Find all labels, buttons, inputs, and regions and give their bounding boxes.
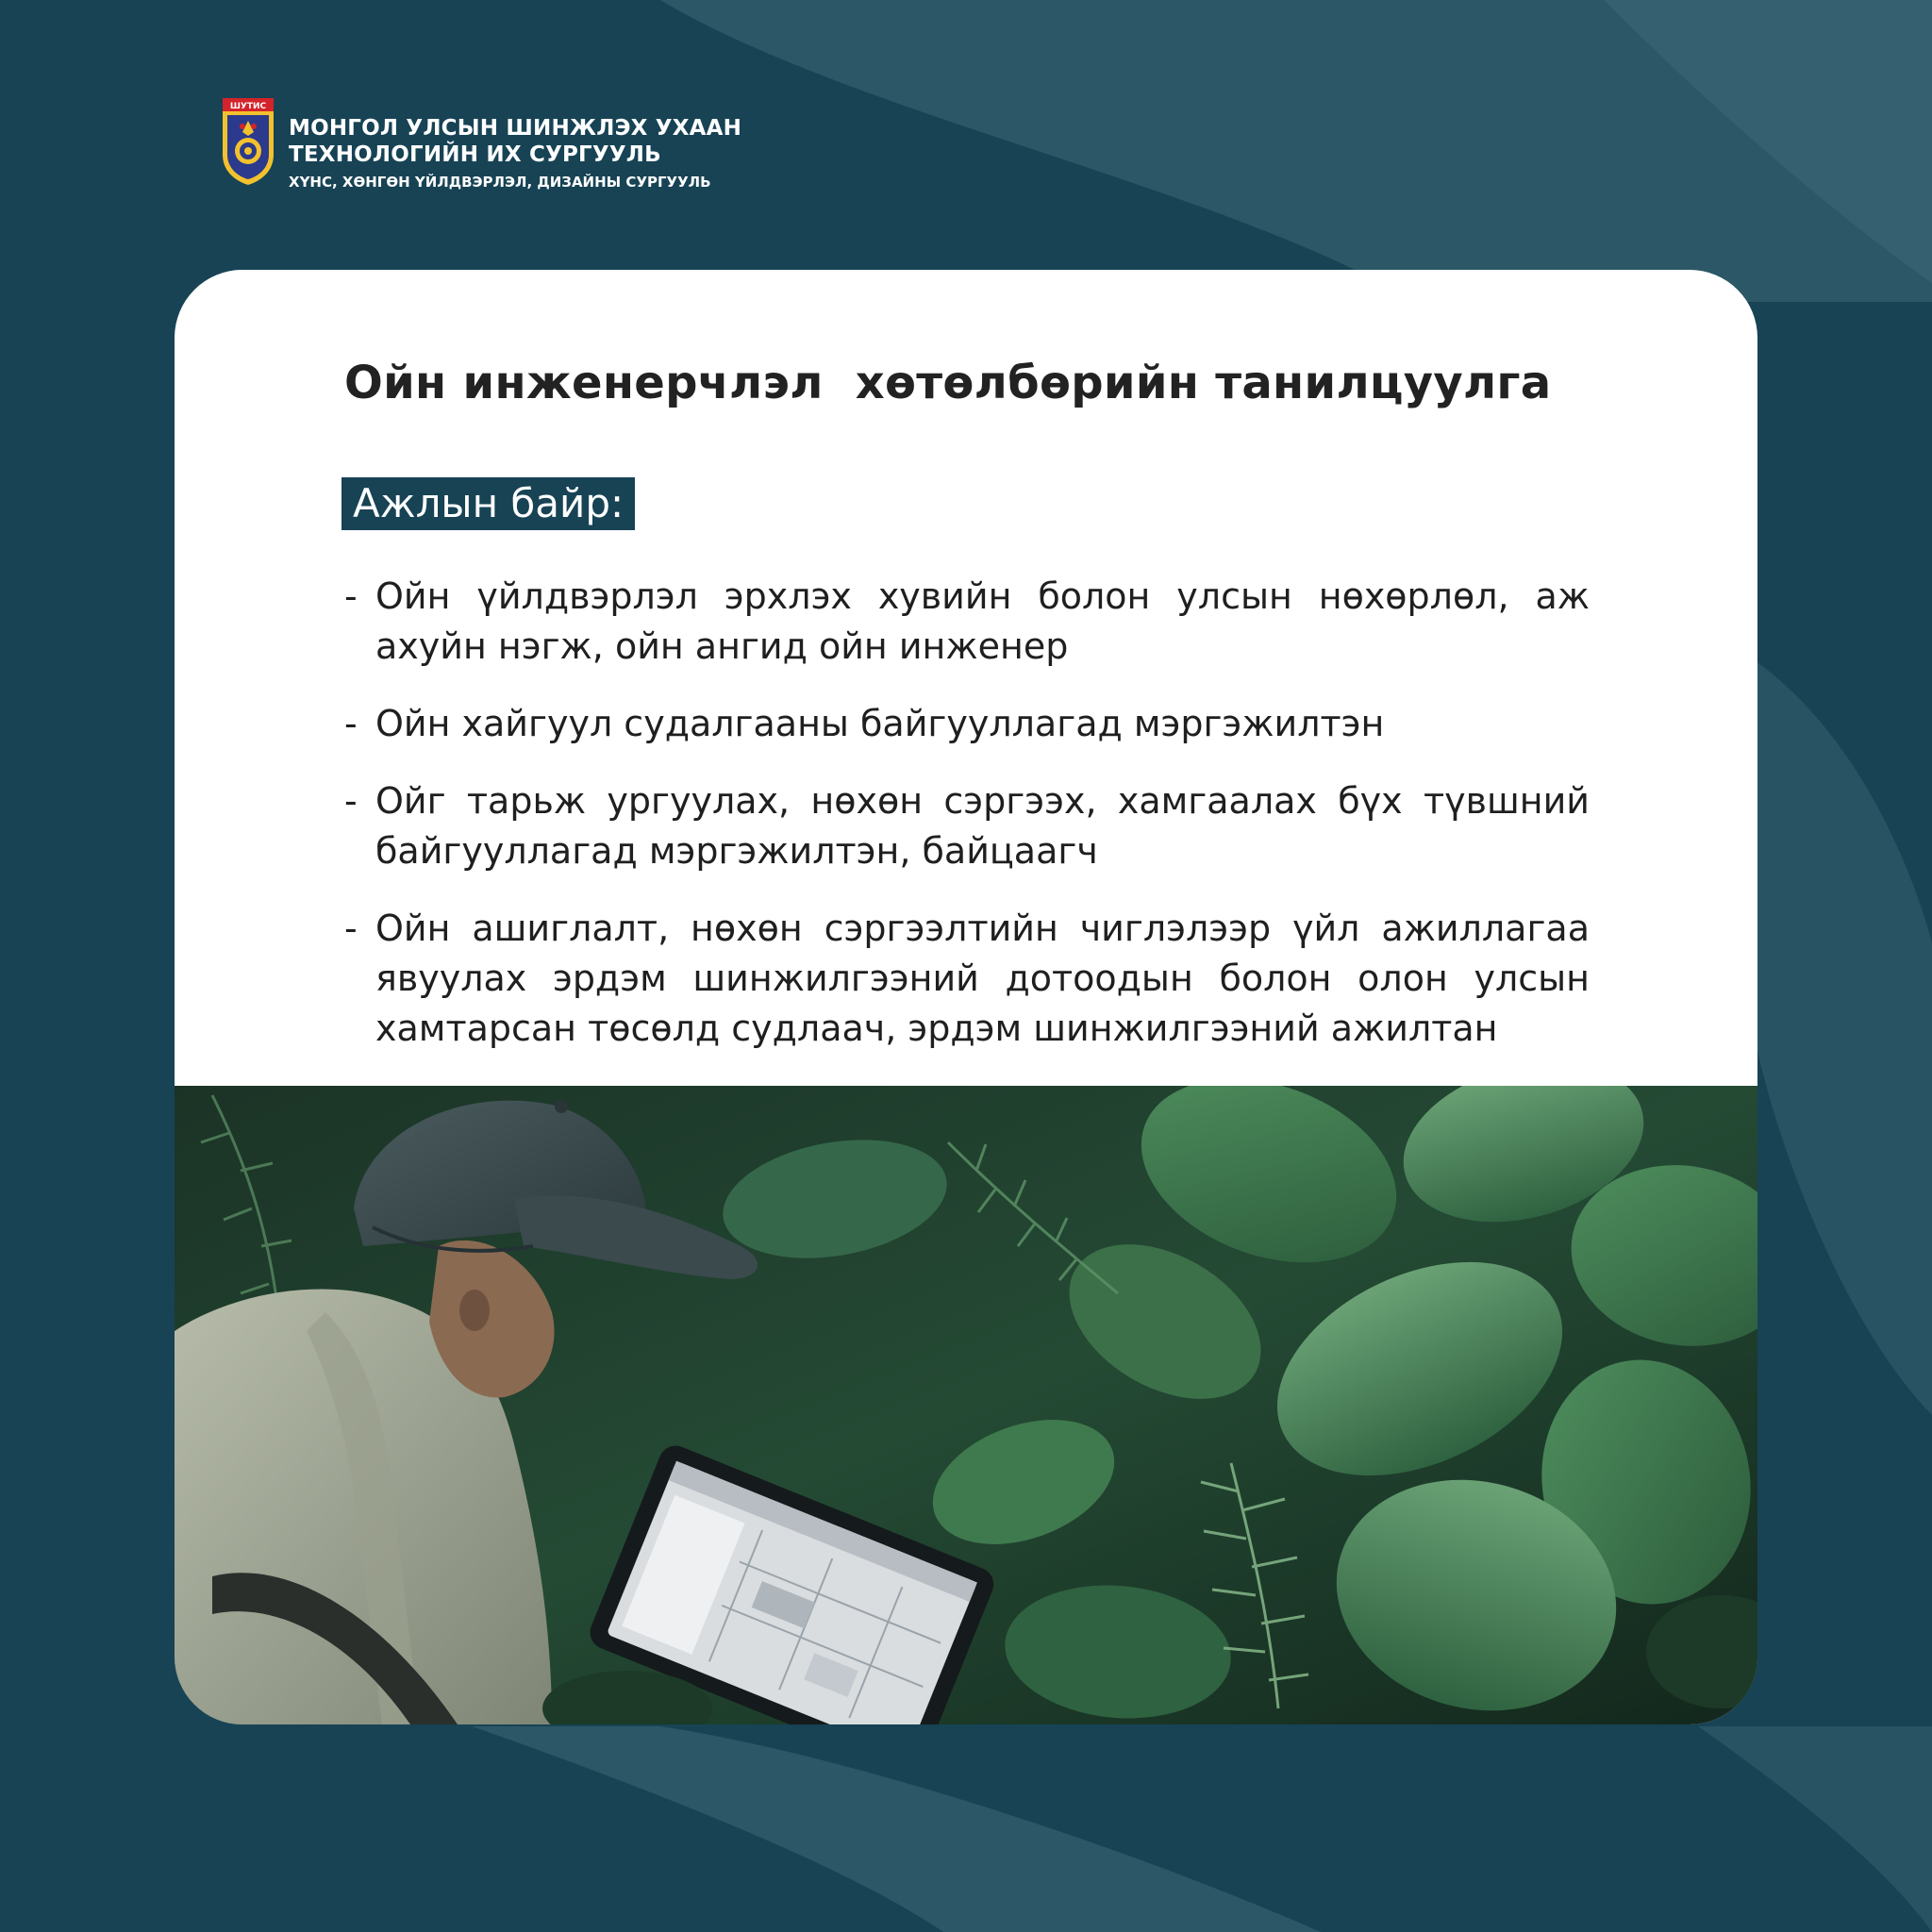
university-crest-icon <box>223 98 274 185</box>
list-item-text: Ойг тарьж ургуулах, нөхөн сэргээх, хамгаалах бүх түвшний байгууллагад мэргэжилтэн, байцаагч <box>375 780 1590 872</box>
list-item <box>344 572 1590 672</box>
list-item-text: Ойн хайгуул судалгааны байгууллагад мэргэжилтэн <box>375 703 1385 744</box>
job-list <box>344 572 1590 1081</box>
university-name-line1: МОНГОЛ УЛСЫН ШИНЖЛЭХ УХААН <box>289 116 742 141</box>
forester-with-tablet-illustration <box>175 1086 1757 1724</box>
school-name: ХҮНС, ХӨНГӨН ҮЙЛДВЭРЛЭЛ, ДИЗАЙНЫ СУРГУУЛЬ <box>289 174 711 191</box>
list-dash: - <box>344 908 358 949</box>
section-label: Ажлын байр: <box>341 477 635 530</box>
list-dash: - <box>344 780 358 822</box>
list-dash: - <box>344 575 358 617</box>
list-item-text: Ойн ашиглалт, нөхөн сэргээлтийн чиглэлээр үйл ажиллагаа явуулах эрдэм шинжилгээний дотоодын болон олон улсын хамтарсан төсөлд судлаач, эрдэм шинжилгээний ажилтан <box>375 908 1590 1049</box>
university-logo <box>223 98 274 185</box>
list-item-text: Ойн үйлдвэрлэл эрхлэх хувийн болон улсын нөхөрлөл, аж ахуйн нэгж, ойн ангид ойн инженер <box>375 575 1590 667</box>
list-item <box>344 776 1590 876</box>
list-dash: - <box>344 703 358 744</box>
program-title: Ойн инженерчлэл хөтөлбөрийн танилцуулга <box>344 357 1552 409</box>
university-name-line2: ТЕХНОЛОГИЙН ИХ СУРГУУЛЬ <box>289 142 661 167</box>
list-item <box>344 904 1590 1054</box>
forest-photo <box>175 1086 1757 1724</box>
program-card <box>175 270 1757 1724</box>
list-item <box>344 699 1590 749</box>
university-header <box>289 115 741 192</box>
svg-text:ШУТИС: ШУТИС <box>229 102 267 111</box>
